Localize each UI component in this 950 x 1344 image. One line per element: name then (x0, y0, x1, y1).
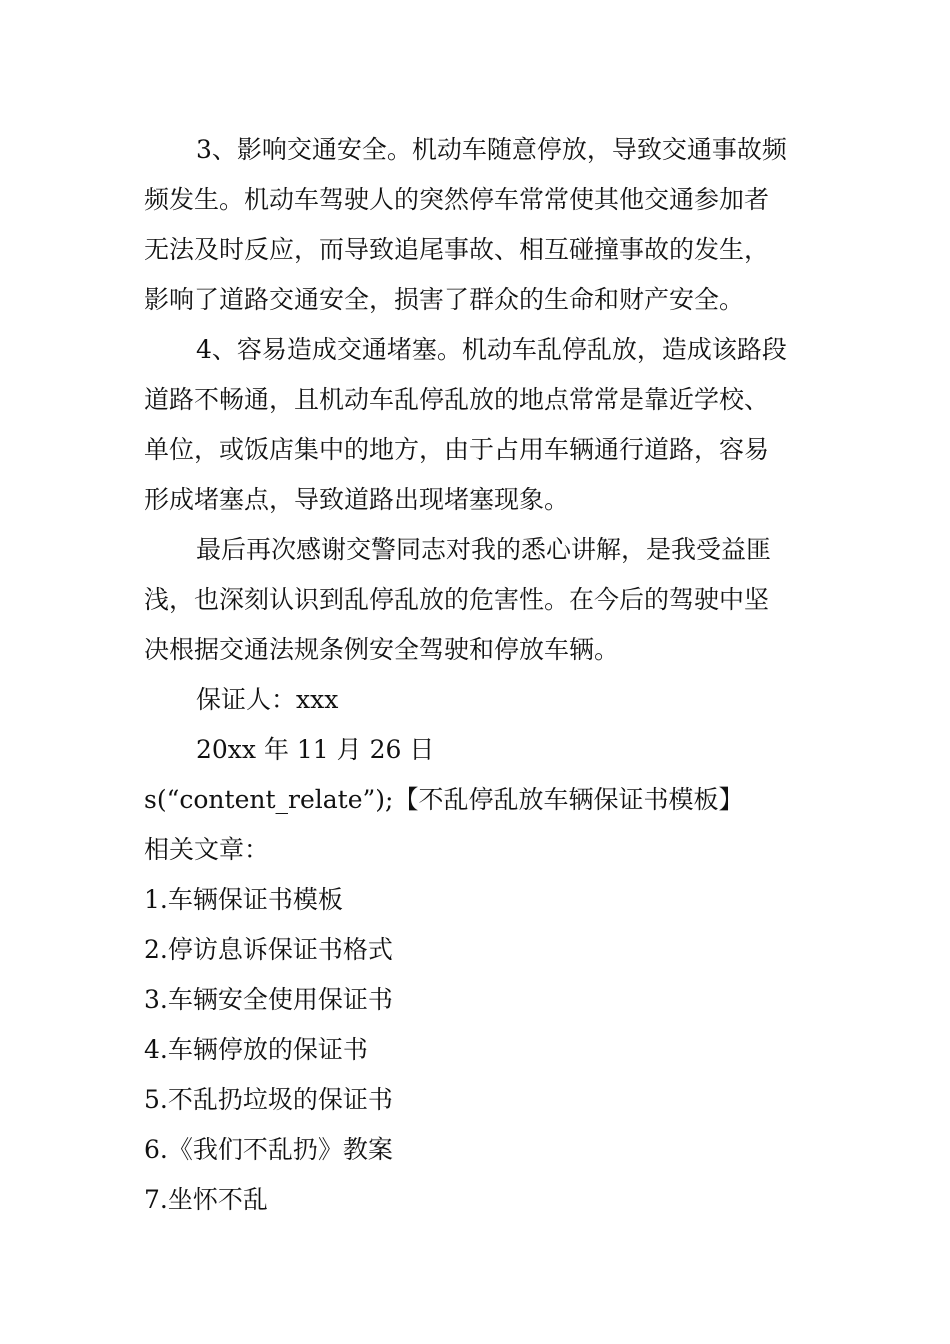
paragraph-4-line-4: 形成堵塞点，导致道路出现堵塞现象。 (144, 485, 570, 514)
related-heading: 相关文章： (144, 835, 270, 864)
paragraph-4-line-1: 4、容易造成交通堵塞。机动车乱停乱放，造成该路段 (196, 335, 787, 364)
paragraph-3-line-1: 3、影响交通安全。机动车随意停放，导致交通事故频 (196, 135, 787, 164)
paragraph-3-line-3: 无法及时反应，而导致追尾事故、相互碰撞事故的发生， (144, 235, 770, 264)
closing-paragraph-line-1: 最后再次感谢交警同志对我的悉心讲解，是我受益匪 (196, 535, 772, 564)
related-item-6[interactable]: 6.《我们不乱扔》教案 (144, 1135, 393, 1164)
paragraph-3-line-2: 频发生。机动车驾驶人的突然停车常常使其他交通参加者 (144, 185, 770, 214)
guarantor-signature: 保证人：xxx (196, 685, 339, 714)
related-item-4[interactable]: 4.车辆停放的保证书 (144, 1035, 368, 1064)
closing-paragraph-line-2: 浅，也深刻认识到乱停乱放的危害性。在今后的驾驶中坚 (144, 585, 770, 614)
related-item-1[interactable]: 1.车辆保证书模板 (144, 885, 343, 914)
paragraph-4-line-3: 单位，或饭店集中的地方，由于占用车辆通行道路，容易 (144, 435, 770, 464)
paragraph-4-line-2: 道路不畅通，且机动车乱停乱放的地点常常是靠近学校、 (144, 385, 770, 414)
signature-date: 20xx 年 11 月 26 日 (196, 735, 435, 764)
closing-paragraph-line-3: 决根据交通法规条例安全驾驶和停放车辆。 (144, 635, 620, 664)
related-item-7[interactable]: 7.坐怀不乱 (144, 1185, 268, 1214)
paragraph-3-line-4: 影响了道路交通安全，损害了群众的生命和财产安全。 (144, 285, 745, 314)
related-item-2[interactable]: 2.停访息诉保证书格式 (144, 935, 393, 964)
related-item-3[interactable]: 3.车辆安全使用保证书 (144, 985, 393, 1014)
related-item-5[interactable]: 5.不乱扔垃圾的保证书 (144, 1085, 393, 1114)
related-script-line: s(“content_relate”);【不乱停乱放车辆保证书模板】 (144, 785, 744, 814)
